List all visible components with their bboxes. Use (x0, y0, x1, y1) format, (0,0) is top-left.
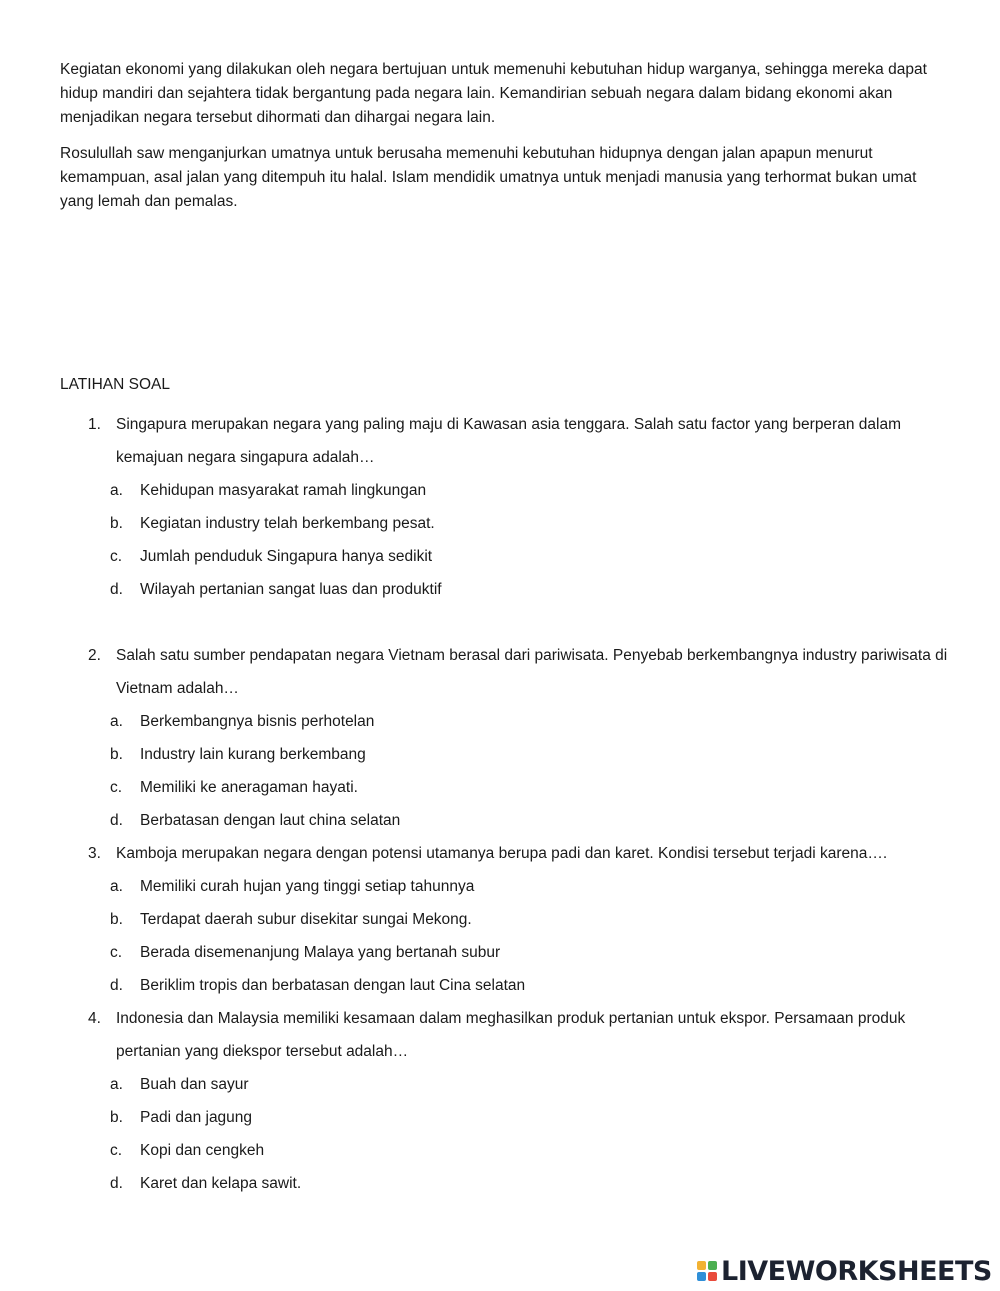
option-text: Berkembangnya bisnis perhotelan (140, 713, 375, 730)
option-c[interactable] (60, 540, 950, 573)
option-c[interactable] (60, 1134, 950, 1167)
option-text: Memiliki curah hujan yang tinggi setiap tahunnya (140, 878, 475, 895)
liveworksheets-logo (697, 1254, 992, 1288)
question-2 (60, 639, 950, 837)
option-letter: a. (110, 1076, 123, 1093)
question-1 (60, 408, 950, 639)
question-text: Salah satu sumber pendapatan negara Vietnam berasal dari pariwisata. Penyebab berkembangnya industry pariwisata di Vietnam adalah… (116, 647, 948, 697)
question-3 (60, 837, 950, 1002)
option-text: Karet dan kelapa sawit. (140, 1175, 302, 1192)
option-b[interactable] (60, 507, 950, 540)
option-d[interactable] (60, 573, 950, 606)
option-text: Padi dan jagung (140, 1109, 253, 1126)
question-stem (60, 1002, 950, 1068)
question-stem (60, 408, 950, 474)
option-letter: a. (110, 713, 123, 730)
option-text: Berada disemenanjung Malaya yang bertanah subur (140, 944, 501, 961)
option-list (60, 705, 950, 837)
option-c[interactable] (60, 936, 950, 969)
option-text: Berbatasan dengan laut china selatan (140, 812, 401, 829)
logo-square-v (697, 1272, 706, 1281)
option-text: Kopi dan cengkeh (140, 1142, 265, 1159)
option-letter: a. (110, 878, 123, 895)
option-letter: c. (110, 779, 123, 796)
logo-square-l (697, 1261, 706, 1270)
section-title: LATIHAN SOAL (60, 376, 170, 393)
question-stem (60, 837, 950, 870)
option-list (60, 1068, 950, 1200)
intro-paragraph-1: Kegiatan ekonomi yang dilakukan oleh negara bertujuan untuk memenuhi kebutuhan hidup warganya, sehingga mereka dapat hidup mandiri dan sejahtera tidak bergantung pada negara lain. Kemandirian sebuah negara dalam bidang ekonomi akan menjadikan negara tersebut dihormati dan dihargai negara lain. (60, 61, 927, 126)
option-text: Beriklim tropis dan berbatasan dengan laut Cina selatan (140, 977, 526, 994)
option-letter: c. (110, 548, 123, 565)
question-number: 2. (88, 647, 101, 664)
logo-square-i (708, 1261, 717, 1270)
option-a[interactable] (60, 474, 950, 507)
option-letter: d. (110, 977, 123, 994)
question-text: Indonesia dan Malaysia memiliki kesamaan dalam meghasilkan produk pertanian untuk ekspor. Persamaan produk pertanian yang diekspor tersebut adalah… (116, 1010, 906, 1060)
option-b[interactable] (60, 1101, 950, 1134)
option-c[interactable] (60, 771, 950, 804)
question-list (60, 408, 950, 1200)
option-a[interactable] (60, 870, 950, 903)
option-d[interactable] (60, 969, 950, 1002)
option-letter: b. (110, 515, 123, 532)
option-text: Terdapat daerah subur disekitar sungai Mekong. (140, 911, 472, 928)
option-text: Kehidupan masyarakat ramah lingkungan (140, 482, 427, 499)
option-d[interactable] (60, 804, 950, 837)
question-stem (60, 639, 950, 705)
question-number: 1. (88, 416, 101, 433)
logo-mark-icon (697, 1261, 717, 1281)
intro-paragraph-2: Rosulullah saw menganjurkan umatnya untuk berusaha memenuhi kebutuhan hidupnya dengan jalan apapun menurut kemampuan, asal jalan yang ditempuh itu halal. Islam mendidik umatnya untuk menjadi manusia yang terhormat bukan umat yang lemah dan pemalas. (60, 145, 917, 210)
option-text: Kegiatan industry telah berkembang pesat. (140, 515, 435, 532)
logo-text: LIVEWORKSHEETS (721, 1255, 992, 1287)
intro-text (60, 58, 940, 226)
option-letter: b. (110, 1109, 123, 1126)
option-list (60, 870, 950, 1002)
option-b[interactable] (60, 903, 950, 936)
option-b[interactable] (60, 738, 950, 771)
option-text: Buah dan sayur (140, 1076, 249, 1093)
option-letter: b. (110, 746, 123, 763)
option-d[interactable] (60, 1167, 950, 1200)
spacer (60, 606, 950, 639)
question-number: 3. (88, 845, 101, 862)
question-4 (60, 1002, 950, 1200)
option-a[interactable] (60, 705, 950, 738)
option-letter: d. (110, 581, 123, 598)
logo-square-e (708, 1272, 717, 1281)
question-text: Singapura merupakan negara yang paling maju di Kawasan asia tenggara. Salah satu factor yang berperan dalam kemajuan negara singapura adalah… (116, 416, 901, 466)
option-letter: c. (110, 944, 123, 961)
question-text: Kamboja merupakan negara dengan potensi utamanya berupa padi dan karet. Kondisi tersebut terjadi karena…. (116, 845, 888, 862)
option-a[interactable] (60, 1068, 950, 1101)
option-text: Wilayah pertanian sangat luas dan produktif (140, 581, 442, 598)
option-letter: c. (110, 1142, 123, 1159)
option-letter: b. (110, 911, 123, 928)
option-letter: d. (110, 812, 123, 829)
option-letter: d. (110, 1175, 123, 1192)
option-letter: a. (110, 482, 123, 499)
option-text: Industry lain kurang berkembang (140, 746, 366, 763)
option-text: Jumlah penduduk Singapura hanya sedikit (140, 548, 433, 565)
question-number: 4. (88, 1010, 101, 1027)
option-list (60, 474, 950, 606)
option-text: Memiliki ke aneragaman hayati. (140, 779, 358, 796)
